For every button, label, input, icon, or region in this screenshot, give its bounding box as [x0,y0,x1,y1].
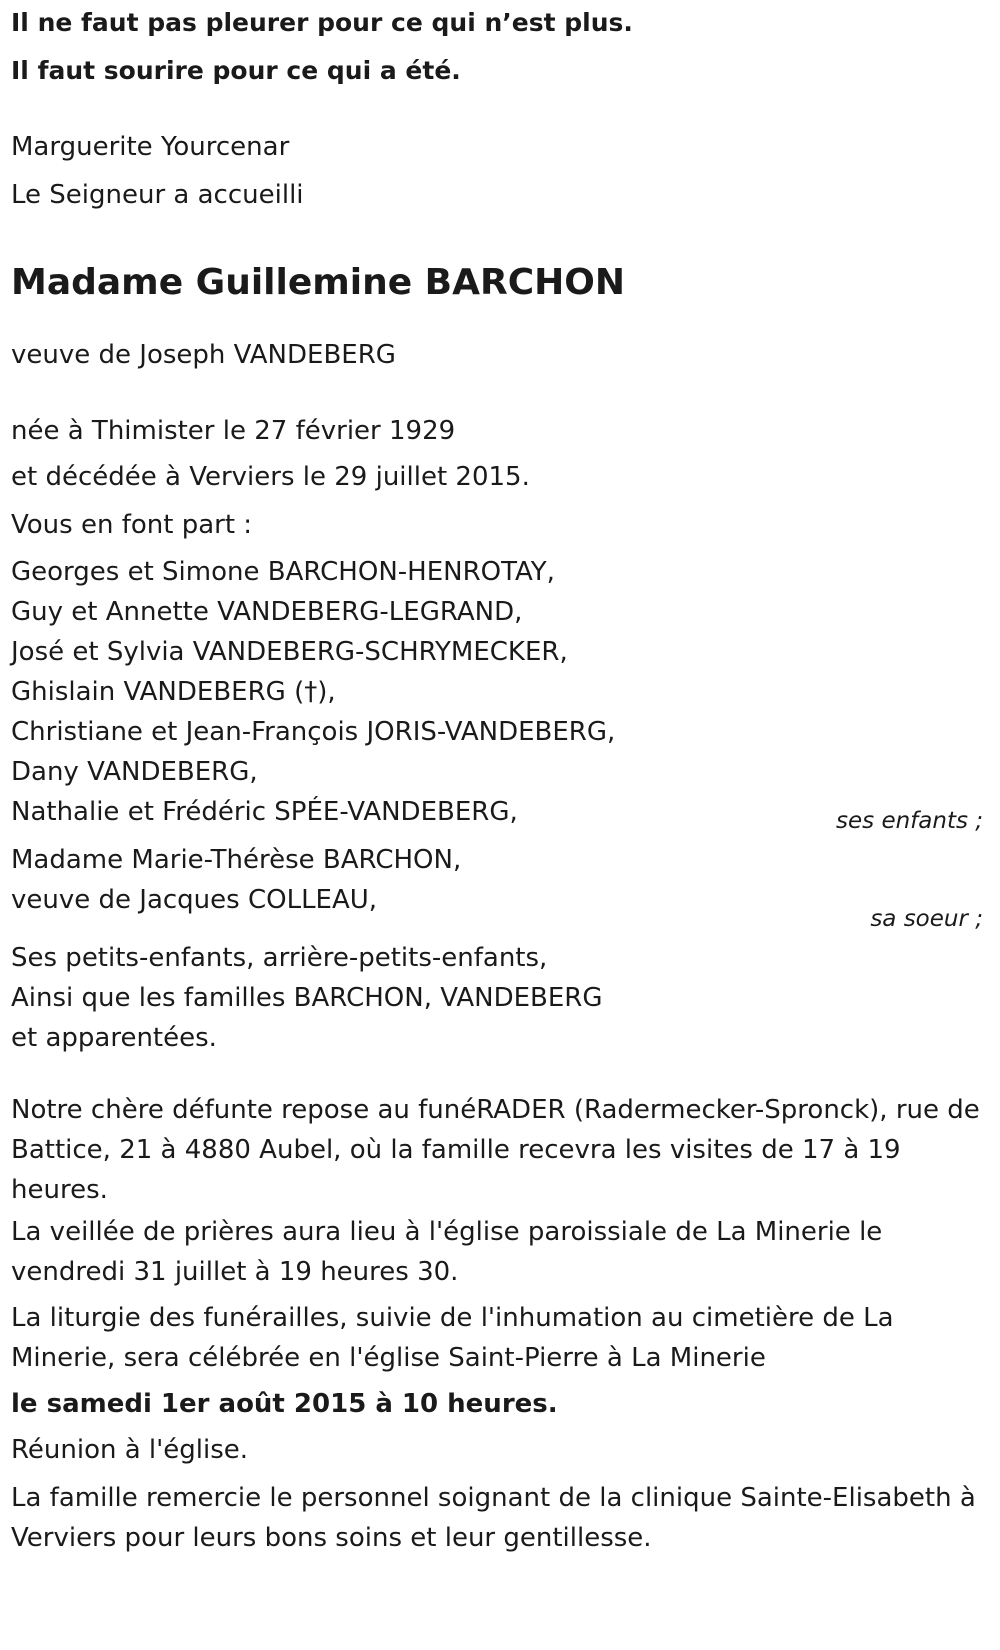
thanks-paragraph: La famille remercie le personnel soignant de la clinique Sainte-Elisabeth à Verviers pour leurs bons soins et leur gentillesse. [11,1483,976,1553]
liturgy-paragraph: La liturgie des funérailles, suivie de l'inhumation au cimetière de La Minerie, sera célébrée en l'église Saint-Pierre à La Minerie [11,1303,894,1373]
sister-role: sa soeur ; [870,906,983,932]
vigil-paragraph: La veillée de prières aura lieu à l'église paroissiale de La Minerie le vendredi 31 juillet à 19 heures 30. [11,1217,883,1287]
list-item: Ses petits-enfants, arrière-petits-enfants, [11,943,548,973]
list-item: Dany VANDEBERG, [11,757,258,787]
children-list [11,552,615,832]
list-item: Georges et Simone BARCHON-HENROTAY, [11,557,555,587]
list-item: Ainsi que les familles BARCHON, VANDEBERG [11,983,603,1013]
spouse-line: veuve de Joseph VANDEBERG [11,340,396,370]
quote-line-2: Il faut sourire pour ce qui a été. [11,56,461,85]
list-item: Ghislain VANDEBERG (†), [11,677,336,707]
children-role: ses enfants ; [836,808,983,834]
intro-text: Le Seigneur a accueilli [11,180,304,210]
deceased-name: Madame Guillemine BARCHON [11,262,625,303]
funeral-date: le samedi 1er août 2015 à 10 heures. [11,1389,558,1419]
family-block [11,938,603,1058]
quote-author: Marguerite Yourcenar [11,132,290,162]
announce-line: Vous en font part : [11,510,253,540]
list-item: Christiane et Jean-François JORIS-VANDEBERG, [11,717,616,747]
death-line: et décédée à Verviers le 29 juillet 2015. [11,462,530,492]
list-item: et apparentées. [11,1023,217,1053]
list-item: José et Sylvia VANDEBERG-SCHRYMECKER, [11,637,568,667]
list-item: Guy et Annette VANDEBERG-LEGRAND, [11,597,523,627]
list-item: veuve de Jacques COLLEAU, [11,885,378,915]
quote-line-1: Il ne faut pas pleurer pour ce qui n’est plus. [11,8,633,37]
list-item: Madame Marie-Thérèse BARCHON, [11,845,462,875]
sister-block [11,840,461,920]
rest-paragraph: Notre chère défunte repose au funéRADER (Radermecker-Spronck), rue de Battice, 21 à 4880 Aubel, où la famille recevra les visites de 17 à 19 heures. [11,1095,980,1205]
list-item: Nathalie et Frédéric SPÉE-VANDEBERG, [11,797,518,827]
birth-line: née à Thimister le 27 février 1929 [11,416,456,446]
meeting-line: Réunion à l'église. [11,1435,249,1465]
